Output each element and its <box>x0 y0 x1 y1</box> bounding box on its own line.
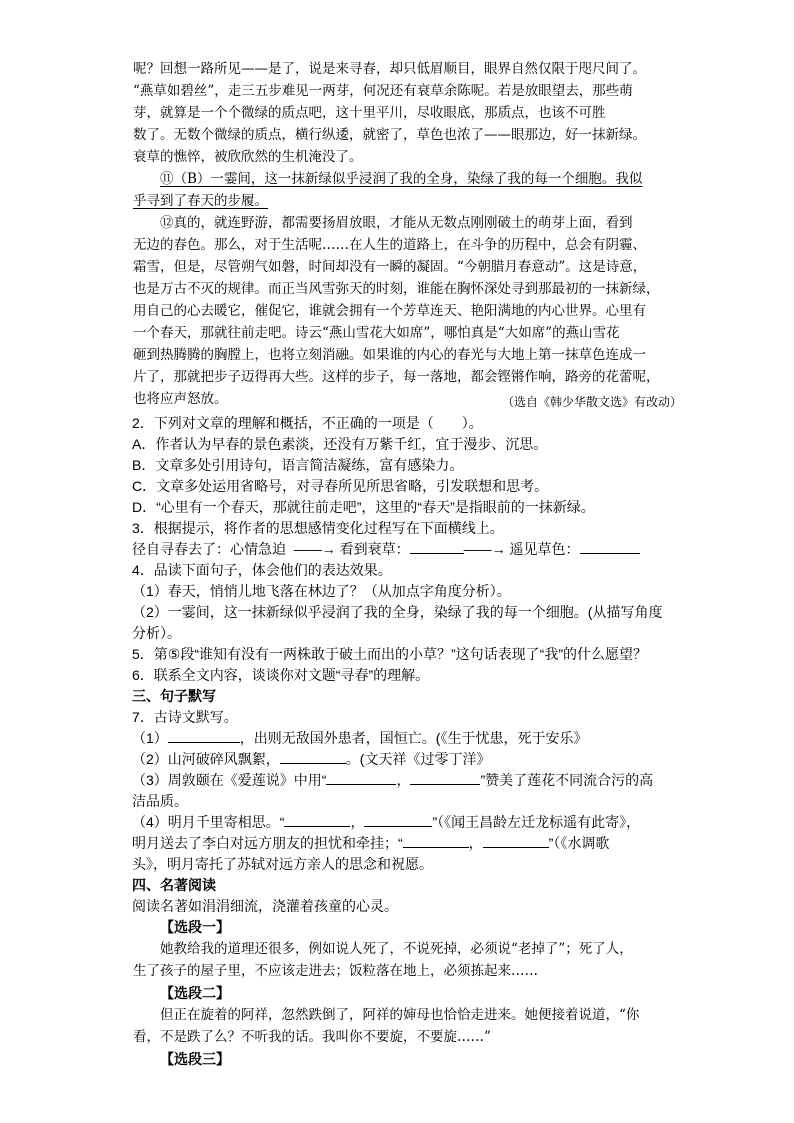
option-d: D．“心里有一个春天，那就往前走吧”，这里的“春天”是指眼前的一抹新绿。 <box>132 499 595 515</box>
excerpt-line: 她教给我的道理还很多，例如说人死了，不说死掉，必须说“老掉了”；死了人， <box>160 941 633 957</box>
passage-underlined-line: ⑪（B）一霎间，这一抹新绿似乎浸润了我的全身，染绿了我的每一个细胞。我似 <box>160 171 643 187</box>
passage-line: 用自己的心去暖它，催促它，谁就会拥有一个芳草连天、艳阳满地的内心世界。心里有 <box>133 303 646 319</box>
option-c: C．文章多处运用省略号，对寻春所见所思省略，引发联想和思考。 <box>132 478 549 494</box>
excerpt-line: 看，不是跌了么？不听我的话。我叫你不要旋，不要旋……” <box>133 1029 491 1045</box>
excerpt-label: 【选段三】 <box>160 1051 230 1067</box>
question-7: 7．古诗文默写。 <box>132 709 238 725</box>
dictation-3: （3）周敦颐在《爱莲说》中用“ ， ”赞美了莲花不同流合污的高 <box>132 772 654 788</box>
question-6: 6．联系全文内容，谈谈你对文题“寻春”的理解。 <box>132 667 430 683</box>
passage-line: 呢？回想一路所见——是了，说是来寻春，却只低眉顺目，眼界自然仅限于咫尺间了。 <box>133 61 646 77</box>
question-3: 3．根据提示，将作者的思想感情变化过程写在下面横线上。 <box>132 520 504 536</box>
passage-line: 砸到热腾腾的胸膛上，也将立刻消融。如果谁的内心的春光与大地上第一抹草色连成一 <box>133 347 646 363</box>
dictation-3-cont: 洁品质。 <box>132 793 188 809</box>
emotion-chain: 径自寻春去了：心情急迫 ——→ 看到衰草： ——→ 遥见草色： <box>132 539 640 559</box>
question-4: 4．品读下面句子，体会他们的表达效果。 <box>132 562 392 578</box>
answer-blank[interactable] <box>580 539 640 554</box>
chain-step-3: → 遥见草色： <box>491 541 580 557</box>
passage-line: 无边的春色。那么，对于生活呢……在人生的道路上，在斗争的历程中，总会有阴霾、 <box>133 237 646 253</box>
answer-blank[interactable] <box>403 833 469 848</box>
section-intro: 阅读名著如涓涓细流，浇灌着孩童的心灵。 <box>132 898 398 914</box>
dictation-4-end: 头》，明月寄托了苏轼对远方亲人的思念和祝愿。 <box>132 856 433 872</box>
passage-line: 一个春天，那就往前走吧。诗云“燕山雪花大如席”，哪怕真是“大如席”的燕山雪花 <box>133 325 620 341</box>
question-5: 5．第⑤段“谁知有没有一两株敢于破土而出的小草？”这句话表现了“我”的什么愿望？ <box>132 646 647 662</box>
chain-step-1: 径自寻春去了：心情急迫 <box>132 541 286 557</box>
section-heading: 四、名著阅读 <box>132 877 216 893</box>
passage-line: “燕草如碧丝”，走三五步难见一两芽，何况还有衰草余陈呢。若是放眼望去，那些萌 <box>133 83 633 99</box>
passage-line: 数了。无数个微绿的质点，横行纵逶，就密了，草色也浓了——眼那边，好一抹新绿。 <box>133 127 646 143</box>
answer-blank[interactable] <box>410 539 464 554</box>
answer-blank[interactable] <box>483 833 549 848</box>
answer-blank[interactable] <box>326 770 396 785</box>
passage-underlined-line: 乎寻到了春天的步履。 <box>133 193 268 209</box>
passage-line: 霜雪，但是，尽管朔气如磐，时间却没有一瞬的凝固。“今朝腊月春意动”。这是诗意， <box>133 259 647 275</box>
option-a: A．作者认为早春的景色素淡，还没有万紫千红，宜于漫步、沉思。 <box>132 436 548 452</box>
passage-line: 片了，那就把步子迈得再大些。这样的步子，每一落地，都会铿锵作响，路旁的花蕾呢， <box>133 369 660 385</box>
passage-source: （选自《韩少华散文选》有改动） <box>501 395 682 409</box>
question-2: 2．下列对文章的理解和概括，不正确的一项是（ ）。 <box>132 415 483 431</box>
question-4-2-cont: 分析）。 <box>132 625 181 641</box>
question-4-2: （2）一霎间，这一抹新绿似乎浸润了我的全身，染绿了我的每一个细胞。(从描写角度 <box>132 604 663 620</box>
question-4-1: （1）春天，悄悄儿地飞落在林边了？（从加点字角度分析）。 <box>132 583 511 599</box>
option-b: B．文章多处引用诗句，语言简洁凝练，富有感染力。 <box>132 457 464 473</box>
chain-step-2: → 看到衰草： <box>321 541 410 557</box>
section-heading: 三、句子默写 <box>132 688 216 704</box>
dictation-2: （2）山河破碎风飘絮， 。(文天祥《过零丁洋》 <box>132 751 491 767</box>
excerpt-label: 【选段二】 <box>160 985 230 1001</box>
answer-blank[interactable] <box>364 812 432 827</box>
passage-line: 也是万古不灭的规律。而正当风雪弥天的时刻，谁能在胸怀深处寻到那最初的一抹新绿， <box>133 281 660 297</box>
answer-blank[interactable] <box>284 812 350 827</box>
passage-line: 也将应声怒放。 <box>133 391 228 407</box>
dictation-4-cont: 明月送去了李白对远方朋友的担忧和牵挂；“ ， ”（《水调歌 <box>132 835 610 851</box>
passage-line: 芽，就算是一个个微绿的质点吧，这十里平川，尽收眼底，那质点，也该不可胜 <box>133 105 606 121</box>
answer-blank[interactable] <box>168 728 240 743</box>
answer-blank[interactable] <box>410 770 480 785</box>
dictation-4: （4）明月千里寄相思。“ ， ”（《闻王昌龄左迁龙标遥有此寄》， <box>132 814 641 830</box>
excerpt-label: 【选段一】 <box>160 919 230 935</box>
answer-blank[interactable] <box>280 749 346 764</box>
excerpt-line: 生了孩子的屋子里，不应该走进去；饭粒落在地上，必须拣起来…… <box>133 963 538 979</box>
passage-line: 衰草的憔悴，被欣欣然的生机淹没了。 <box>133 149 363 165</box>
passage-line: ⑫真的，就连野游，都需要扬眉放眼，才能从无数点刚刚破土的萌芽上面，看到 <box>160 215 633 231</box>
excerpt-line: 但正在旋着的阿祥，忽然跌倒了，阿祥的婶母也恰恰走进来。她便接着说道，“你 <box>160 1007 640 1023</box>
dictation-1: （1） ，出则无敌国外患者，国恒亡。(《生于忧患，死于安乐》 <box>132 730 588 746</box>
